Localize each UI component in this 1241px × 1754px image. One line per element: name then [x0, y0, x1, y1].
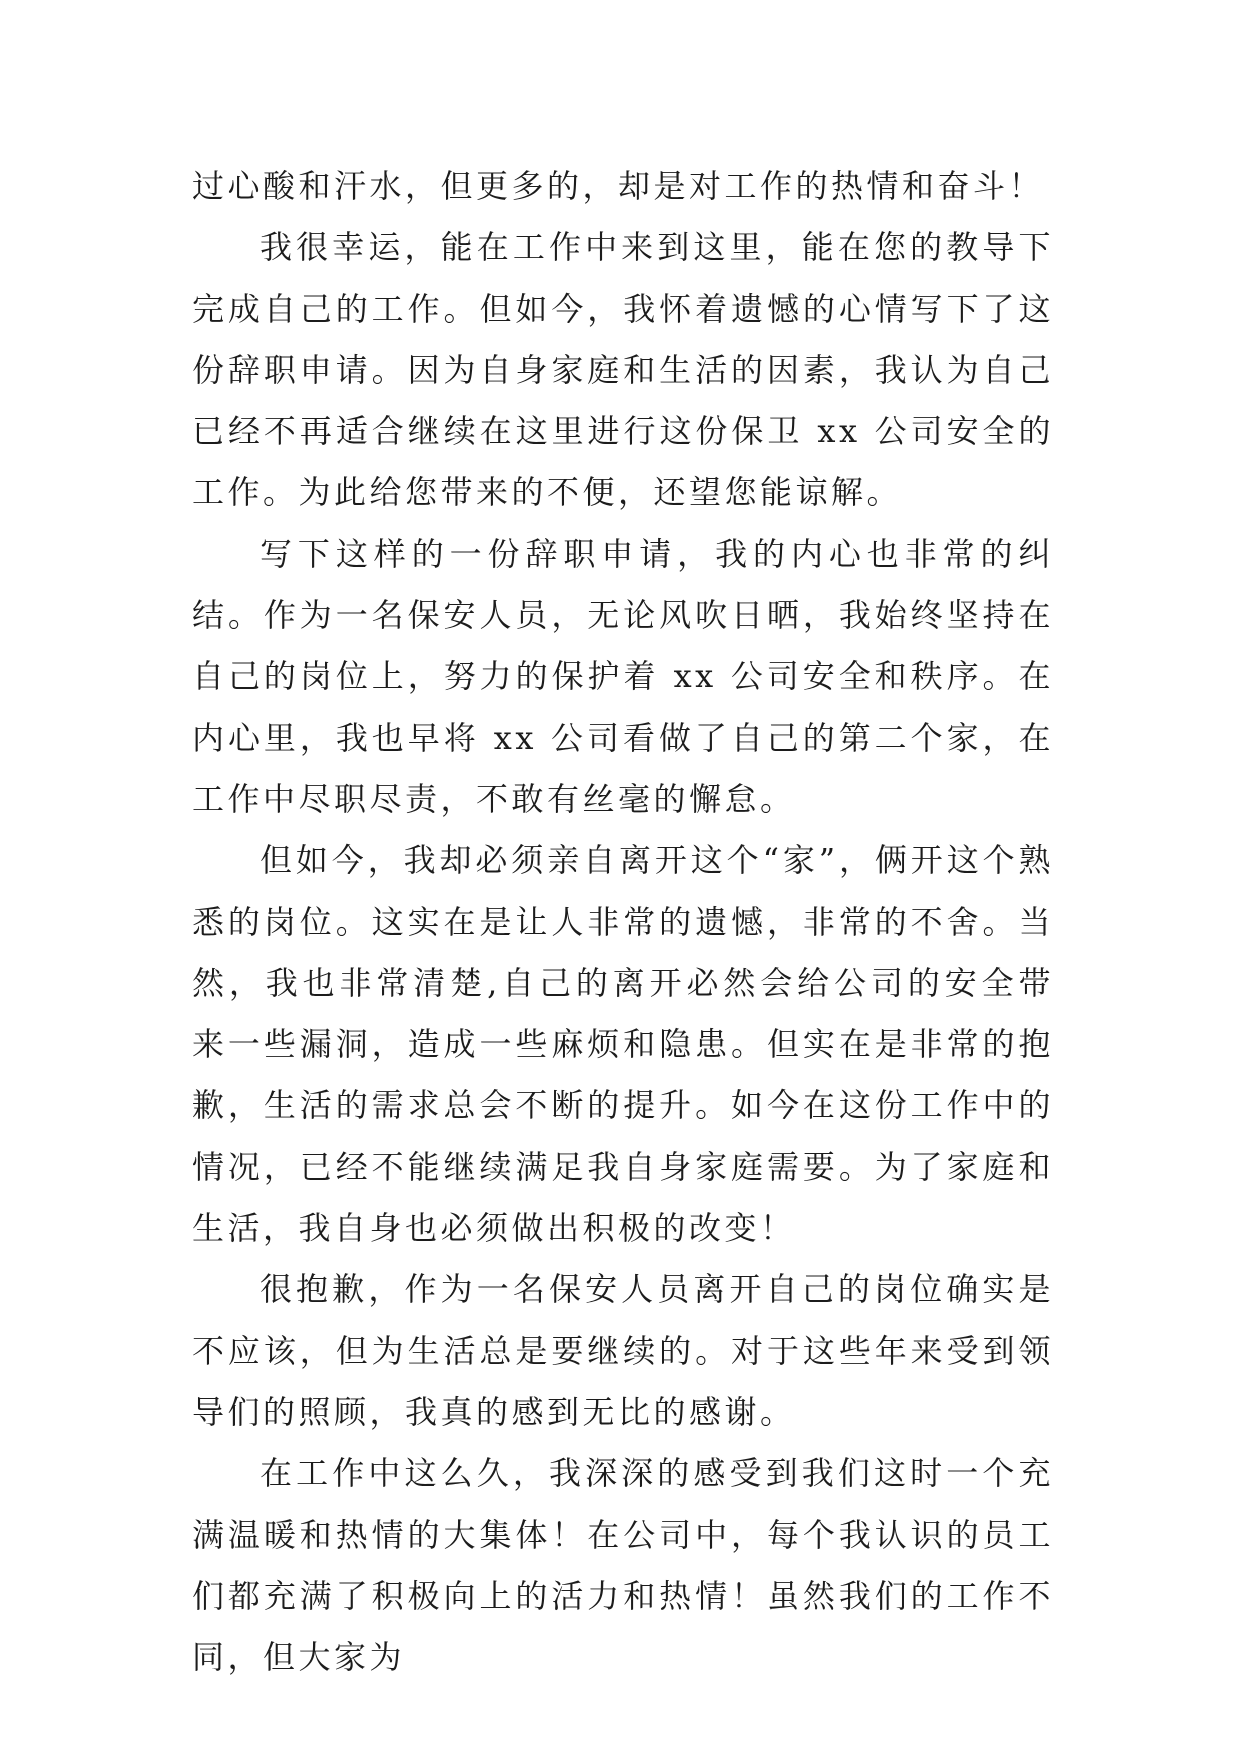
paragraph-2: 我很幸运，能在工作中来到这里，能在您的教导下完成自己的工作。但如今，我怀着遗憾的心情写下了这份辞职申请。因为自身家庭和生活的因素，我认为自己已经不再适合继续在这里进行这份保卫 xx 公司安全的工作。为此给您带来的不便，还望您能谅解。 — [192, 228, 1054, 512]
paragraph-5: 很抱歉，作为一名保安人员离开自己的岗位确实是不应该，但为生活总是要继续的。对于这些年来受到领导们的照顾，我真的感到无比的感谢。 — [192, 1270, 1054, 1431]
paragraph-6: 在工作中这么久，我深深的感受到我们这时一个充满温暖和热情的大集体！在公司中，每个我认识的员工们都充满了积极向上的活力和热情！虽然我们的工作不同，但大家为 — [192, 1454, 1054, 1677]
paragraph-1: 过心酸和汗水，但更多的，却是对工作的热情和奋斗！ — [192, 167, 1045, 205]
paragraph-4: 但如今，我却必须亲自离开这个“家”，俩开这个熟悉的岗位。这实在是让人非常的遗憾，非常的不舍。当然，我也非常清楚,自己的离开必然会给公司的安全带来一些漏洞，造成一些麻烦和隐患。但实在是非常的抱歉，生活的需求总会不断的提升。如今在这份工作中的情况，已经不能继续满足我自身家庭需要。为了家庭和生活，我自身也必须做出积极的改变！ — [192, 841, 1054, 1248]
document-body — [192, 156, 1054, 1688]
paragraph-3: 写下这样的一份辞职申请，我的内心也非常的纠结。作为一名保安人员，无论风吹日晒，我始终坚持在自己的岗位上，努力的保护着 xx 公司安全和秩序。在内心里，我也早将 xx 公司看做了自己的第二个家，在工作中尽职尽责，不敢有丝毫的懈怠。 — [192, 534, 1054, 818]
